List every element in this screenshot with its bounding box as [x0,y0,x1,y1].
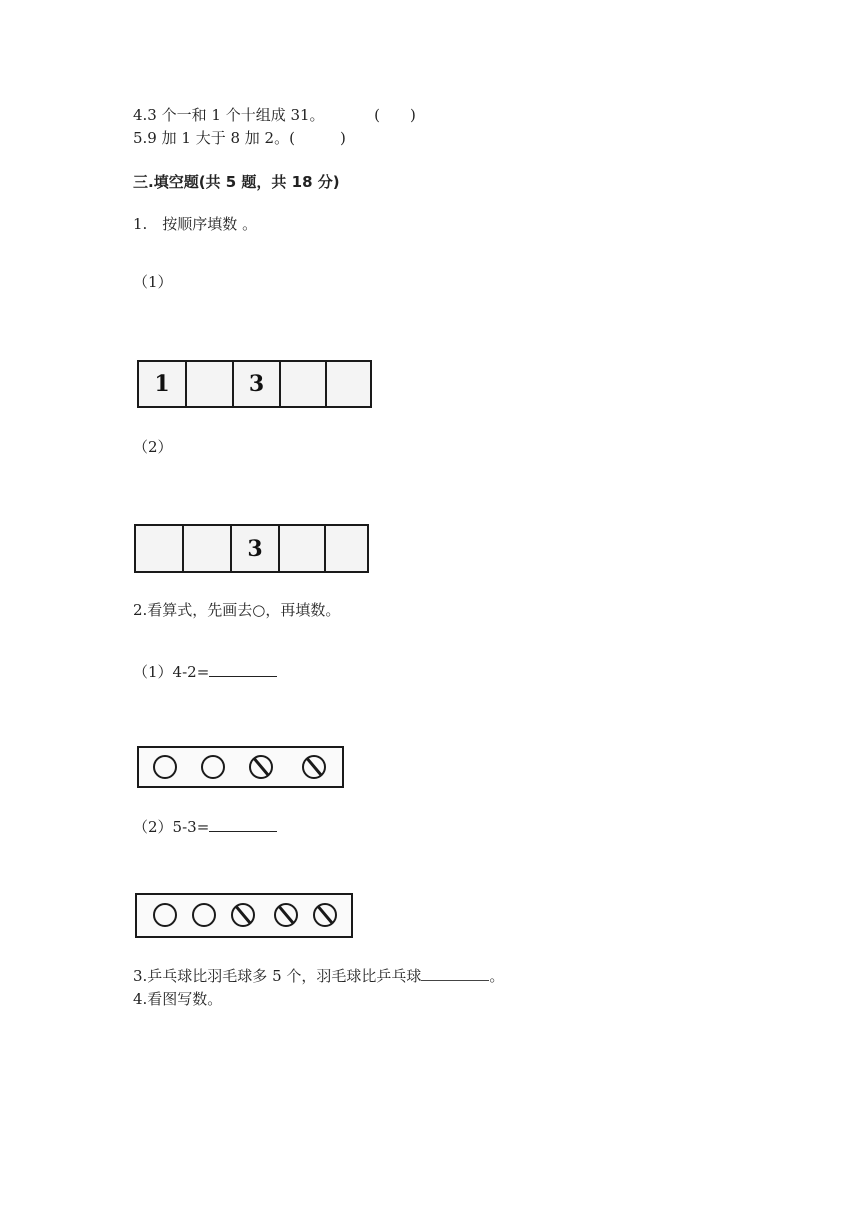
sequence-2-cell[interactable] [280,526,326,571]
circle-icon [192,903,216,927]
crossed-circle-icon [302,755,326,779]
crossed-circle-icon [231,903,255,927]
number-sequence-2 [134,524,369,573]
circle-icon [201,755,225,779]
answer-blank[interactable] [421,966,489,981]
sequence-2-cell[interactable] [184,526,232,571]
fill-question-2-part-1 [133,662,277,682]
section-heading: 三.填空题(共 5 题，共 18 分) [133,173,340,191]
circle-row-2 [135,893,353,938]
fill-question-2-part-2-label: （2）5-3= [133,818,210,836]
circle-row-1 [137,746,344,788]
crossed-circle-icon [313,903,337,927]
circle-icon [153,903,177,927]
judge-question-4 [133,105,416,125]
fill-question-3-suffix: 。 [489,967,505,985]
fill-question-2-prompt: 2.看算式，先画去○，再填数。 [133,601,341,619]
sequence-1-cell[interactable] [327,362,369,406]
crossed-circle-icon [274,903,298,927]
sequence-1-cell: 1 [139,362,187,406]
fill-question-1-part-1-label: （1） [133,273,173,291]
sequence-1-cell: 3 [234,362,281,406]
sequence-1-cell[interactable] [281,362,327,406]
judge-question-4-answer-paren[interactable]: ( ) [374,106,416,124]
fill-question-1-prompt: 1. 按顺序填数 。 [133,215,258,233]
sequence-2-cell[interactable] [136,526,184,571]
crossed-circle-icon [249,755,273,779]
fill-question-2-part-1-label: （1）4-2= [133,663,210,681]
sequence-2-cell[interactable] [326,526,366,571]
judge-question-4-text: 4.3 个一和 1 个十组成 31。 [133,106,325,124]
fill-question-3-text: 3.乒乓球比羽毛球多 5 个，羽毛球比乒乓球 [133,967,422,985]
fill-question-4: 4.看图写数。 [133,990,223,1008]
answer-blank[interactable] [209,817,277,832]
answer-blank[interactable] [209,662,277,677]
fill-question-1-part-2-label: （2） [133,438,173,456]
circle-icon [153,755,177,779]
fill-question-3 [133,966,504,986]
fill-question-2-part-2 [133,817,277,837]
sequence-1-cell[interactable] [187,362,234,406]
judge-question-5: 5.9 加 1 大于 8 加 2。( ) [133,129,346,147]
number-sequence-1 [137,360,372,408]
sequence-2-cell: 3 [232,526,280,571]
